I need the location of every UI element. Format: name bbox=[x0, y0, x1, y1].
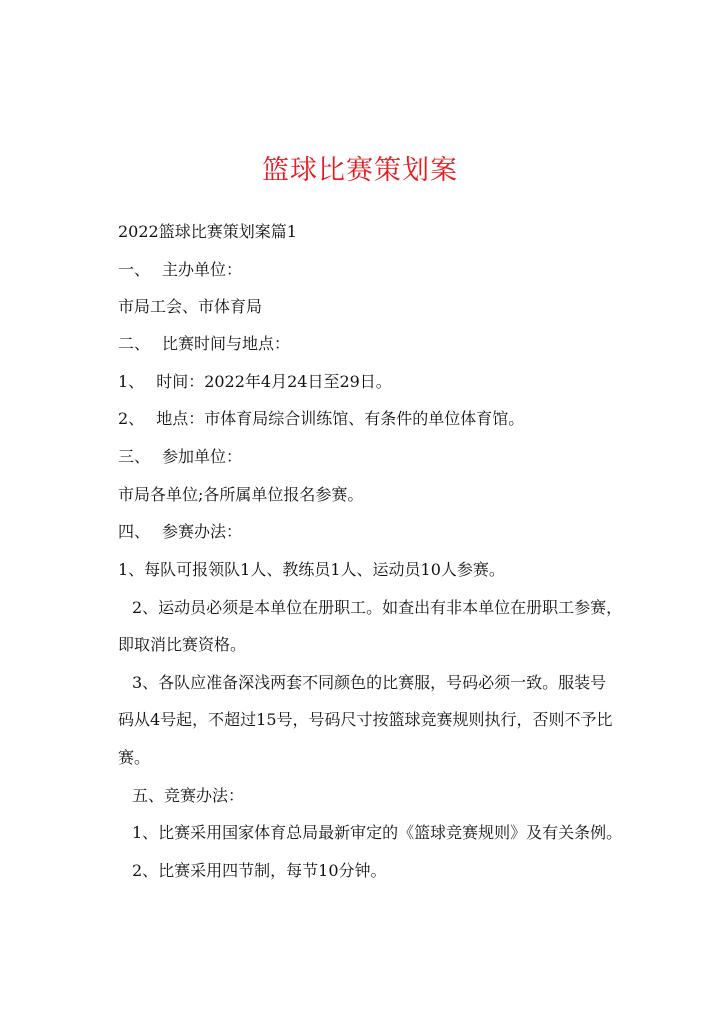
section-number: 四、 bbox=[118, 522, 151, 541]
item-number: 1、 bbox=[118, 372, 145, 391]
list-item-uniform-line1: 3、各队应准备深浅两套不同颜色的比赛服，号码必须一致。服装号 bbox=[132, 673, 607, 692]
section-label: 比赛时间与地点： bbox=[162, 334, 291, 353]
list-item-eligibility-line2: 即取消比赛资格。 bbox=[118, 635, 247, 654]
section-heading-participants bbox=[118, 445, 638, 469]
doc-subtitle: 2022篮球比赛策划案篇1 bbox=[118, 222, 297, 241]
section-number: 一、 bbox=[118, 260, 151, 279]
section-heading-time-place bbox=[118, 332, 638, 356]
section-label: 主办单位： bbox=[162, 260, 243, 279]
section-heading-entry-rules bbox=[118, 520, 638, 544]
list-item-eligibility-line1: 2、运动员必须是本单位在册职工。如查出有非本单位在册职工参赛， bbox=[132, 598, 623, 617]
item-text: 时间：2022年4月24日至29日。 bbox=[156, 372, 392, 391]
list-item-time bbox=[118, 370, 638, 394]
item-number: 2、 bbox=[118, 409, 145, 428]
section-number: 三、 bbox=[118, 447, 151, 466]
list-item-uniform-line2: 码从4号起，不超过15号，号码尺寸按篮球竞赛规则执行，否则不予比 bbox=[118, 710, 613, 729]
section-label: 参赛办法： bbox=[162, 522, 243, 541]
item-text: 地点：市体育局综合训练馆、有条件的单位体育馆。 bbox=[156, 409, 525, 428]
section-heading-organizer bbox=[118, 258, 638, 282]
list-item-uniform-line3: 赛。 bbox=[118, 748, 151, 767]
list-item-rules: 1、比赛采用国家体育总局最新审定的《篮球竞赛规则》及有关条例。 bbox=[132, 823, 623, 842]
organizer-content: 市局工会、市体育局 bbox=[118, 297, 263, 316]
doc-title: 篮球比赛策划案 bbox=[262, 155, 458, 186]
section-label: 参加单位： bbox=[162, 447, 243, 466]
list-item-place bbox=[118, 407, 638, 431]
section-heading-competition: 五、竞赛办法： bbox=[132, 786, 245, 805]
section-number: 二、 bbox=[118, 334, 151, 353]
list-item-format: 2、比赛采用四节制，每节10分钟。 bbox=[132, 861, 387, 880]
list-item-team-size: 1、每队可报领队1人、教练员1人、运动员10人参赛。 bbox=[118, 560, 505, 579]
participants-content: 市局各单位;各所属单位报名参赛。 bbox=[118, 485, 364, 504]
